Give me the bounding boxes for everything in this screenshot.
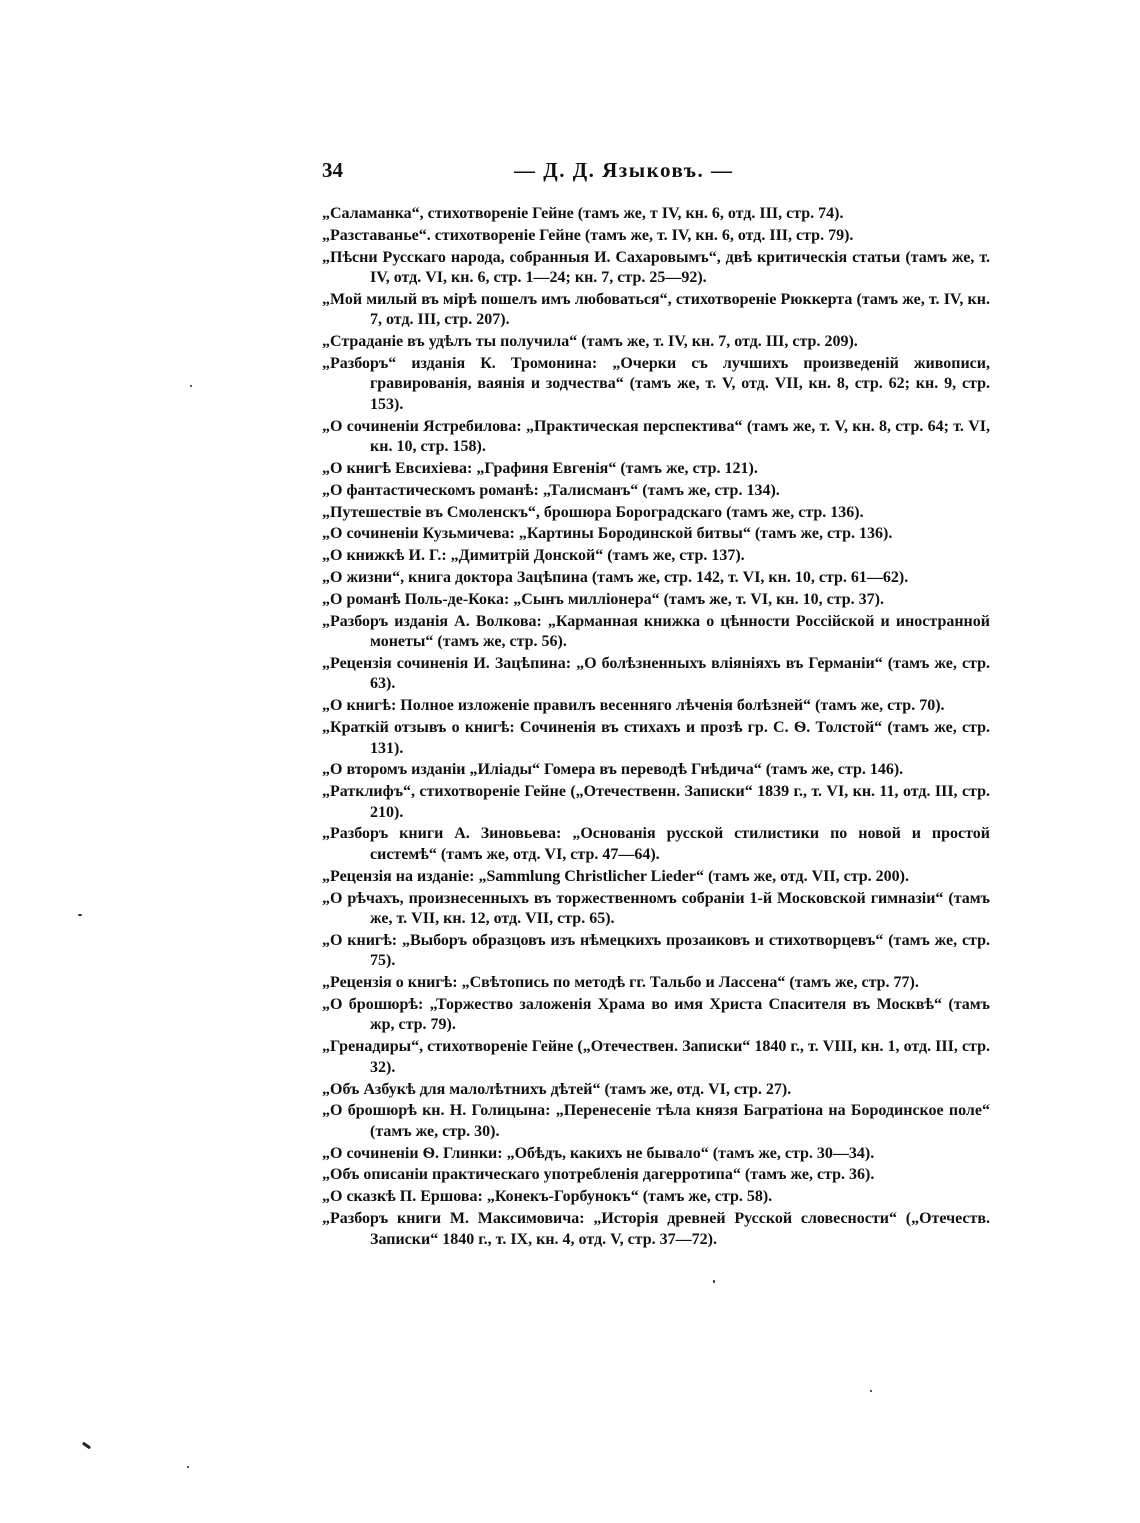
bibliography-entry: „Рецензія о книгѣ: „Свѣтопись по методѣ гг. Тальбо и Лассена“ (тамъ же, стр. 77). [322,974,919,992]
bibliography-entry: „О книгѣ Евсихіева: „Графиня Евгенія“ (тамъ же, стр. 121). [322,460,758,478]
bibliography-entry: „Разборъ книги А. Зиновьева: „Основанія русской стилистики по новой и простой системѣ“ (тамъ же, отд. VI, стр. 47—64). [322,825,990,863]
bibliography-entry: „Гренадиры“, стихотвореніе Гейне („Отечествен. Записки“ 1840 г., т. VIII, кн. 1, отд. III, стр. 32). [322,1038,990,1076]
bibliography-entry: „О сочиненіи Кузьмичева: „Картины Бородинской битвы“ (тамъ же, стр. 136). [322,525,893,543]
scan-speck [713,1280,715,1283]
bibliography-entry: „Краткій отзывъ о книгѣ: Сочиненія въ стихахъ и прозѣ гр. С. Ѳ. Толстой“ (тамъ же, стр. 131). [322,719,990,757]
bibliography-entry: „Объ описаніи практическаго употребленія дагерротипа“ (тамъ же, стр. 36). [322,1166,875,1184]
bibliography-entry: „Разставанье“. стихотвореніе Гейне (тамъ же, т. IV, кн. 6, отд. III, стр. 79). [322,226,854,244]
bibliography-entry: „О книгѣ: Полное изложеніе правилъ весенняго лѣченія болѣзней“ (тамъ же, стр. 70). [322,697,945,715]
bibliography-entry: „Мой милый въ мірѣ пошелъ имъ любоваться“, стихотвореніе Рюккерта (тамъ же, т. IV, кн. 7, отд. III, стр. 207). [322,290,990,329]
bibliography-entry: „О романѣ Поль-де-Кока: „Сынъ милліонера“ (тамъ же, т. VI, кн. 10, стр. 37). [322,590,884,608]
bibliography-entry: „О сочиненіи Ѳ. Глинки: „Обѣдъ, какихъ не бывало“ (тамъ же, стр. 30—34). [322,1144,875,1162]
bibliography-entry: „О фантастическомъ романѣ: „Талисманъ“ (тамъ же, стр. 134). [322,481,780,499]
bibliography-entry: „Объ Азбукѣ для малолѣтнихъ дѣтей“ (тамъ же, отд. VI, стр. 27). [322,1080,792,1098]
bibliography-entry: „О книжкѣ И. Г.: „Димитрій Донской“ (тамъ же, стр. 137). [322,547,745,565]
running-title: — Д. Д. Языковъ. — [514,158,734,182]
bibliography-entry: „Страданіе въ удѣлъ ты получила“ (тамъ же, т. IV, кн. 7, отд. III, стр. 209). [322,333,858,351]
scan-speck [82,1442,91,1450]
bibliography-list [322,204,990,1251]
bibliography-entry: „Рецензія на изданіе: „Sammlung Christlicher Lieder“ (тамъ же, отд. VII, стр. 200). [322,867,909,885]
bibliography-entry: „О жизни“, книга доктора Зацѣпина (тамъ же, стр. 142, т. VI, кн. 10, стр. 61—62). [322,569,909,587]
bibliography-entry: „О второмъ изданіи „Иліады“ Гомера въ переводѣ Гнѣдича“ (тамъ же, стр. 146). [322,761,904,779]
bibliography-entry: „Разборъ изданія А. Волкова: „Карманная книжка о цѣнности Россійской и иностранной монеты“ (тамъ же, стр. 56). [322,612,990,651]
bibliography-entry: „О книгѣ: „Выборъ образцовъ изъ нѣмецкихъ прозаиковъ и стихотворцевъ“ (тамъ же, стр. 75). [322,931,990,970]
bibliography-entry: „Саламанка“, стихотвореніе Гейне (тамъ же, т IV, кн. 6, отд. III, стр. 74). [322,205,844,222]
scan-speck [78,914,82,916]
bibliography-entry: „О брошюрѣ: „Торжество заложенія Храма во имя Христа Спасителя въ Москвѣ“ (тамъ жр, стр. 79). [322,995,990,1034]
page-number: 34 [322,158,343,182]
page-header [322,155,990,185]
bibliography-entry: „О рѣчахъ, произнесенныхъ въ торжественномъ собраніи 1-й Московской гимназіи“ (тамъ же, т. VII, кн. 12, отд. VII, стр. 65). [322,889,990,928]
bibliography-entry: „Разборъ“ изданія К. Тромонина: „Очерки съ лучшихъ произведеній живописи, гравированія, ваянія и зодчества“ (тамъ же, т. V, отд. VII, кн. 8, стр. 62; кн. 9, стр. 153). [322,354,990,413]
bibliography-entry: „О сочиненіи Ястребилова: „Практическая перспектива“ (тамъ же, т. V, кн. 8, стр. 64; т. VI, кн. 10, стр. 158). [322,417,990,456]
bibliography-entry: „Разборъ книги М. Максимовича: „Исторія древней Русской словесности“ („Отечеств. Записки“ 1840 г., т. IX, кн. 4, отд. V, стр. 37—72). [322,1210,990,1248]
scan-speck [187,1466,189,1468]
bibliography-entry: „Путешествіе въ Смоленскъ“, брошюра Бороградскаго (тамъ же, стр. 136). [322,503,864,521]
scan-speck [870,1390,872,1392]
bibliography-entry: „О брошюрѣ кн. Н. Голицына: „Перенесеніе тѣла князя Багратіона на Бородинское поле“ (тамъ же, стр. 30). [322,1102,990,1140]
bibliography-entry: „О сказкѣ П. Ершова: „Конекъ-Горбунокъ“ (тамъ же, стр. 58). [322,1188,773,1206]
bibliography-entry: „Пѣсни Русскаго народа, собранныя И. Сахаровымъ“, двѣ критическія статьи (тамъ же, т. IV, отд. VI, кн. 6, стр. 1—24; кн. 7, стр. 25—92). [322,248,990,287]
bibliography-entry: „Рецензія сочиненія И. Зацѣпина: „О болѣзненныхъ вліяніяхъ въ Германіи“ (тамъ же, стр. 63). [322,654,990,693]
bibliography-entry: „Ратклифъ“, стихотвореніе Гейне („Отечественн. Записки“ 1839 г., т. VI, кн. 11, отд. III, стр. 210). [322,783,990,821]
scan-speck [190,385,192,387]
